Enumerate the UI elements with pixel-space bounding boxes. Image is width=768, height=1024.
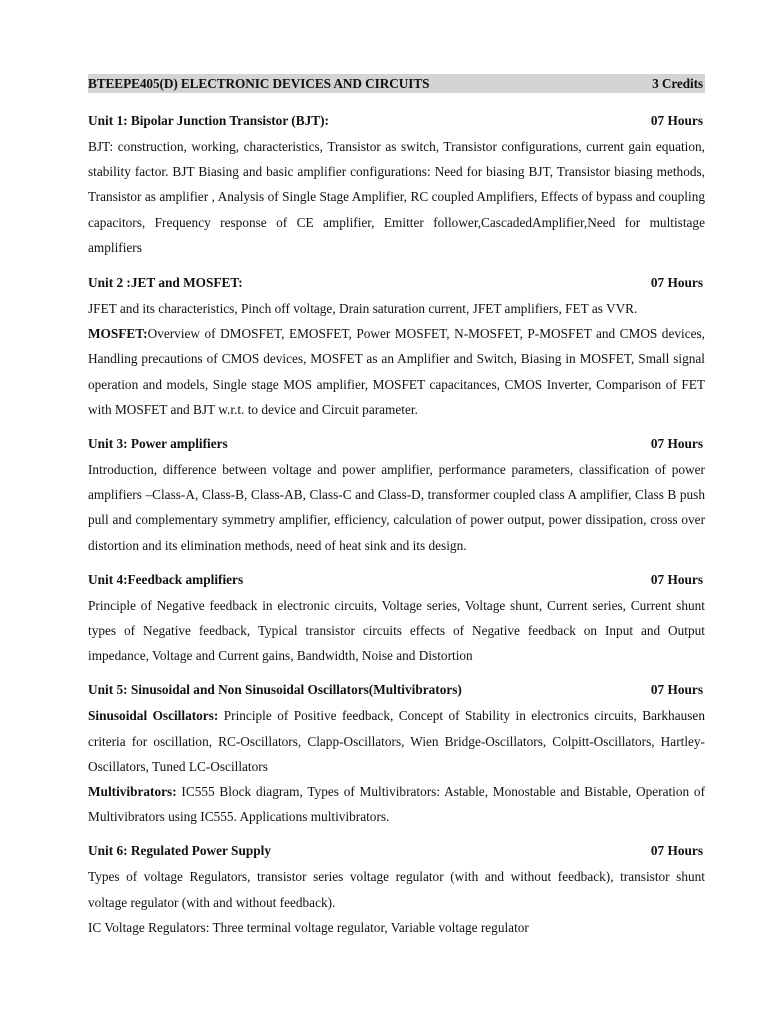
unit-hours: 07 Hours (650, 571, 703, 587)
paragraph-text: Principle of Positive feedback, Concept of Stability in electronics circuits, Barkhausen criteria for oscillation, RC-Oscillators, Clapp-Oscillators, Wien Bridge-Oscillators, Colpitt-Oscillators, Hartley- Oscillators, Tuned LC-Oscillators (88, 708, 705, 774)
unit-hours: 07 Hours (650, 113, 703, 128)
unit-heading (88, 111, 705, 130)
unit-title: Unit 2 :JET and MOSFET: (88, 275, 243, 291)
unit-description (88, 864, 705, 914)
unit-heading (88, 273, 705, 292)
paragraph-text: Types of voltage Regulators, transistor series voltage regulator (with and without feedback), transistor shunt voltage regulator (with and without feedback). (88, 869, 705, 910)
unit-heading (88, 434, 705, 453)
unit-description (88, 915, 705, 940)
unit-description (88, 457, 705, 558)
unit-description (88, 296, 705, 321)
paragraph-text: Introduction, difference between voltage and power amplifier, performance parameters, classification of power amplifiers –Class-A, Class-B, Class-AB, Class-C and Class-D, transformer coupled class A amplifier, Class B push pull and complementary symmetry amplifier, efficiency, calculation of power output, power dissipation, cross over distortion and its elimination methods, need of heat sink and its design. (88, 462, 705, 553)
unit-hours: 07 Hours (650, 682, 703, 698)
paragraph-bold-lead: Sinusoidal Oscillators: (88, 708, 219, 724)
syllabus-page (88, 74, 705, 940)
unit-description (88, 703, 705, 779)
paragraph-text: Overview of DMOSFET, EMOSFET, Power MOSFET, N-MOSFET, P-MOSFET and CMOS devices, Handling precautions of CMOS devices, MOSFET as an Amplifier and Switch, Biasing in MOSFET, Small signal operation and models, Single stage MOS amplifier, MOSFET capacitances, CMOS Inverter, Comparison of FET with MOSFET and BJT w.r.t. to device and Circuit parameter. (88, 326, 705, 417)
unit-title: Unit 4:Feedback amplifiers (88, 571, 244, 587)
unit-6-section (88, 841, 705, 940)
unit-description (88, 779, 705, 829)
course-header (88, 74, 705, 93)
unit-description (88, 134, 705, 260)
unit-description (88, 321, 705, 422)
paragraph-bold-lead: Multivibrators: (88, 784, 177, 800)
unit-title: Unit 5: Sinusoidal and Non Sinusoidal Oscillators(Multivibrators) (88, 682, 462, 698)
unit-description (88, 593, 705, 669)
unit-heading (88, 841, 705, 860)
unit-hours: 07 Hours (650, 843, 703, 859)
unit-hours: 07 Hours (650, 275, 703, 291)
paragraph-text: IC555 Block diagram, Types of Multivibrators: Astable, Monostable and Bistable, Operation of Multivibrators using IC555. Applications multivibrators. (88, 784, 705, 825)
unit-1-section (88, 111, 705, 260)
unit-heading (88, 570, 705, 589)
paragraph-text: BJT: construction, working, characteristics, Transistor as switch, Transistor configurations, current gain equation, stability factor. BJT Biasing and basic amplifier configurations: Need for biasing BJT, Transistor biasing methods, Transistor as amplifier , Analysis of Single Stage Amplifier, RC coupled Amplifiers, Effects of bypass and coupling capacitors, Frequency response of CE amplifier, Emitter follower,CascadedAmplifier,Need for multistage amplifiers (88, 139, 705, 255)
unit-hours: 07 Hours (650, 436, 703, 452)
unit-3-section (88, 434, 705, 558)
course-code-title: BTEEPE405(D) ELECTRONIC DEVICES AND CIRCUITS (88, 76, 430, 91)
course-credits: 3 Credits (652, 76, 703, 91)
unit-2-section (88, 273, 705, 422)
unit-5-section (88, 680, 705, 829)
paragraph-bold-lead: MOSFET: (88, 326, 148, 342)
unit-title: Unit 6: Regulated Power Supply (88, 843, 271, 859)
paragraph-text: IC Voltage Regulators: Three terminal voltage regulator, Variable voltage regulator (88, 919, 529, 935)
unit-title: Unit 1: Bipolar Junction Transistor (BJT): (88, 113, 329, 128)
paragraph-text: JFET and its characteristics, Pinch off voltage, Drain saturation current, JFET amplifiers, FET as VVR. (88, 301, 638, 317)
paragraph-text: Principle of Negative feedback in electronic circuits, Voltage series, Voltage shunt, Current series, Current shunt types of Negative feedback, Typical transistor circuits effects of Negative feedback on Input and Output impedance, Voltage and Current gains, Bandwidth, Noise and Distortion (88, 597, 705, 664)
unit-4-section (88, 570, 705, 669)
unit-heading (88, 680, 705, 699)
unit-title: Unit 3: Power amplifiers (88, 436, 228, 452)
